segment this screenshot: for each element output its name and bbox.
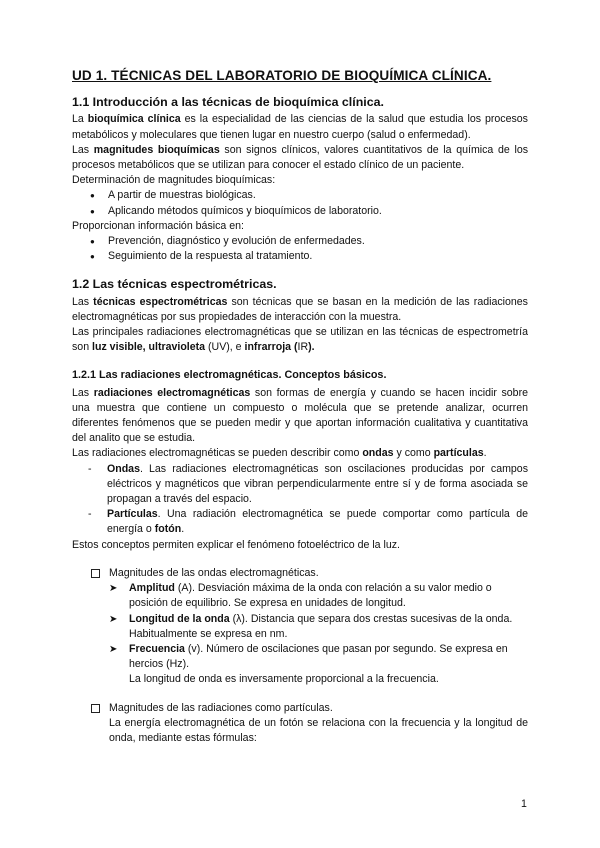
paragraph-energia-foton: La energía electromagnética de un fotón se relaciona con la frecuencia y la longitud de onda, mediante estas fórmulas: [109, 716, 528, 744]
paragraph-radiaciones-em [72, 386, 528, 447]
bold-term: partículas [433, 447, 484, 460]
text-run: . Las radiaciones electromagnéticas son oscilaciones producidas por campos eléctricos y magnéticos que vibran perpendicularmente entre sí y de forma asociada se propagan a través del espacio. [107, 462, 528, 506]
checkbox-icon [91, 704, 100, 713]
list-item-particulas [88, 507, 528, 537]
bold-term: Partículas [107, 508, 158, 521]
text-run: (UV), e [205, 341, 245, 354]
text-run: . [483, 447, 487, 460]
bold-term: infrarroja ( [244, 341, 298, 354]
bold-term: radiaciones electromagnéticas [93, 386, 251, 399]
text-run: . Una radiación electromagnética se puede comportar como partícula de energía o [107, 508, 528, 536]
bold-term: técnicas espectrométricas [93, 295, 228, 308]
text-run: son signos clínicos, valores cuantitativos de la química de los procesos metabólicos que se utilizan para conocer el estado clínico de un paciente. [72, 143, 529, 172]
text-run: Las [72, 386, 94, 399]
checkbox-item-magnitudes-ondas [72, 566, 528, 581]
page-title: UD 1. TÉCNICAS DEL LABORATORIO DE BIOQUÍMICA CLÍNICA. [72, 68, 492, 83]
paragraph-tecnicas-espectrometricas [72, 295, 528, 325]
text-run: La [72, 113, 88, 126]
text-run: Las radiaciones electromagnéticas se pueden describir como [72, 447, 363, 460]
paragraph-determinacion: Determinación de magnitudes bioquímicas: [72, 174, 276, 187]
note-inversamente-proporcional: La longitud de onda es inversamente proporcional a la frecuencia. [129, 673, 439, 686]
text-run: (A). Desviación máxima de la onda con relación a su valor medio o posición de equilibrio. Se expresa en unidades de longitud. [129, 582, 492, 610]
paragraph-ondas-particulas [72, 446, 528, 461]
checkbox-item-magnitudes-particulas [72, 701, 528, 716]
bold-term: luz visible, ultravioleta [92, 341, 206, 354]
list-item-longitud [109, 612, 528, 642]
section-heading-1-1: 1.1 Introducción a las técnicas de bioquímica clínica. [72, 95, 384, 110]
checkbox-item-label: Magnitudes de las radiaciones como partículas. [109, 701, 333, 714]
bold-term: Ondas [107, 462, 140, 475]
bold-term: Frecuencia [129, 642, 185, 655]
list-item: ● Seguimiento de la respuesta al tratamiento. [90, 249, 528, 264]
page-content [72, 68, 528, 746]
list-item-frecuencia [109, 642, 528, 672]
dash-list [72, 462, 528, 538]
list-item-amplitud [109, 581, 528, 611]
checkbox-item-label: Magnitudes de las ondas electromagnéticas. [109, 566, 319, 579]
paragraph-principales-radiaciones [72, 325, 528, 355]
section-heading-1-2-1: 1.2.1 Las radiaciones electromagnéticas. Conceptos básicos. [72, 369, 387, 382]
list-item-ondas [88, 462, 528, 508]
text-run: son técnicas que se basan en la medición de las radiaciones electromagnéticas por sus propiedades de interacción con la muestra. [72, 295, 528, 323]
bullet-list-determinacion [72, 188, 528, 218]
text-run: es la especialidad de las ciencias de la salud que estudia los procesos metabólicos y moleculares que tienen lugar en nuestro cuerpo (salud o enfermedad). [72, 113, 528, 141]
arrow-list [72, 581, 528, 672]
bullet-list-informacion [72, 234, 528, 264]
section-heading-1-2: 1.2 Las técnicas espectrométricas. [72, 277, 277, 292]
text-run: (λ). Distancia que separa dos crestas sucesivas de la onda. Habitualmente se expresa en nm. [129, 612, 513, 640]
bold-term: Amplitud [129, 582, 175, 595]
paragraph-proporcionan: Proporcionan información básica en: [72, 219, 244, 232]
bold-term: fotón [154, 523, 182, 536]
bold-term: Longitud de la onda [129, 612, 230, 625]
text-run: (v). Número de oscilaciones que pasan por segundo. Se expresa en hercios (Hz). [129, 642, 508, 671]
bold-term: bioquímica clínica [87, 113, 181, 126]
bold-term: ). [308, 341, 315, 354]
text-run: y como [393, 447, 434, 460]
bold-term: ondas [362, 447, 394, 460]
page-number: 1 [521, 798, 527, 810]
text-run: son formas de energía y cuando se hacen incidir sobre una muestra que contiene un compuesto o molécula que se pretende analizar, ocurren diferentes fenómenos que se pueden medir y que aportan información cualitativa y cuantitativa del analito que se estudia. [72, 386, 528, 445]
list-item: ● Aplicando métodos químicos y bioquímicos de laboratorio. [90, 204, 528, 219]
list-item: ● Prevención, diagnóstico y evolución de enfermedades. [90, 234, 528, 249]
text-run: IR [297, 341, 309, 354]
text-run: Las [72, 143, 94, 156]
paragraph-fotoelectrico: Estos conceptos permiten explicar el fenómeno fotoeléctrico de la luz. [72, 538, 400, 551]
paragraph-bioquimica-clinica [72, 112, 528, 142]
text-run: Las principales radiaciones electromagnéticas que se utilizan en las técnicas de espectrometría son [72, 326, 528, 354]
checkbox-icon [91, 569, 100, 578]
text-run: Las [72, 295, 94, 308]
paragraph-magnitudes [72, 143, 528, 173]
bold-term: magnitudes bioquímicas [93, 143, 220, 156]
list-item: ● A partir de muestras biológicas. [90, 188, 528, 203]
text-run: . [181, 523, 185, 536]
